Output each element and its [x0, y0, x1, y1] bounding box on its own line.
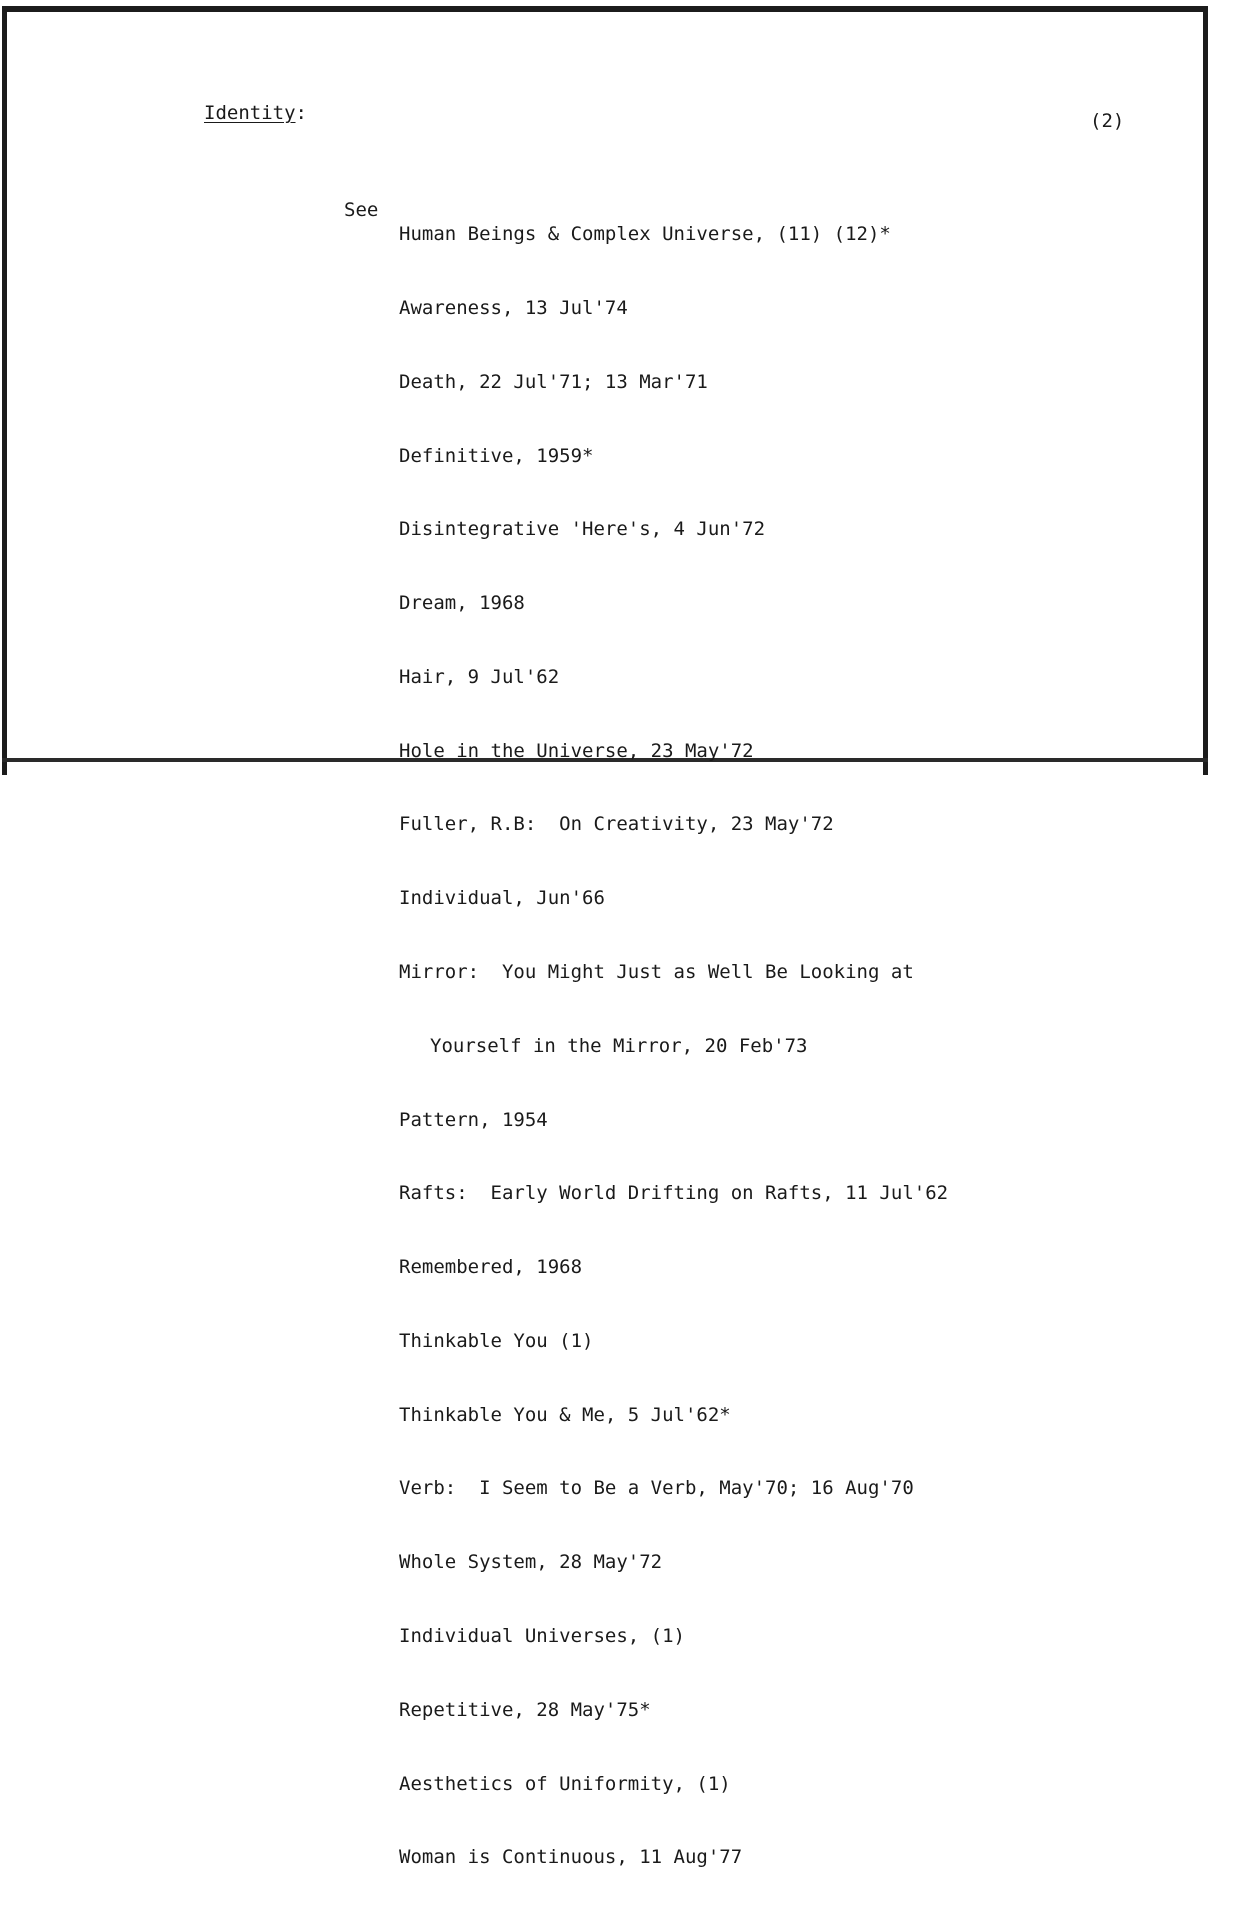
list-item: Rafts: Early World Drifting on Rafts, 11 Jul'62 [399, 1182, 949, 1205]
list-item: Awareness, 13 Jul'74 [399, 296, 628, 319]
card-border-left [2, 6, 7, 775]
list-item: Individual, Jun'66 [399, 887, 605, 910]
card-border-right [1203, 6, 1208, 775]
list-item: Hole in the Universe, 23 May'72 [399, 739, 754, 762]
list-item: Verb: I Seem to Be a Verb, May'70; 16 Aug'70 [399, 1477, 914, 1500]
list-item: Definitive, 1959* [399, 444, 594, 467]
list-item: Fuller, R.B: On Creativity, 23 May'72 [399, 813, 834, 836]
heading-word: Identity [204, 102, 296, 124]
list-item: Repetitive, 28 May'75* [399, 1698, 651, 1721]
list-item: Thinkable You (1) [399, 1329, 594, 1352]
page-number: (2) [1090, 110, 1125, 132]
heading-colon: : [295, 102, 307, 124]
list-item: Thinkable You & Me, 5 Jul'62* [399, 1403, 731, 1426]
list-item: Death, 22 Jul'71; 13 Mar'71 [399, 370, 708, 393]
card-heading [204, 102, 307, 124]
list-item: Pattern, 1954 [399, 1108, 548, 1131]
list-item: Aesthetics of Uniformity, (1) [399, 1772, 731, 1795]
list-item-continuation: Yourself in the Mirror, 20 Feb'73 [430, 1034, 808, 1057]
list-item: Whole System, 28 May'72 [399, 1551, 663, 1574]
list-item: Mirror: You Might Just as Well Be Looking at [399, 961, 914, 983]
list-item: Human Beings & Complex Universe, (11) (12)* [399, 223, 891, 246]
list-item: Hair, 9 Jul'62 [399, 665, 560, 688]
list-item: Dream, 1968 [399, 592, 525, 615]
list-item: Disintegrative 'Here's, 4 Jun'72 [399, 518, 766, 541]
card-border-top [2, 6, 1208, 12]
list-item: Individual Universes, (1) [399, 1625, 685, 1648]
entry-list [399, 173, 948, 1919]
list-item: Remembered, 1968 [399, 1256, 583, 1279]
list-item: Woman is Continuous, 11 Aug'77 [399, 1846, 743, 1869]
see-label: See [344, 199, 379, 221]
